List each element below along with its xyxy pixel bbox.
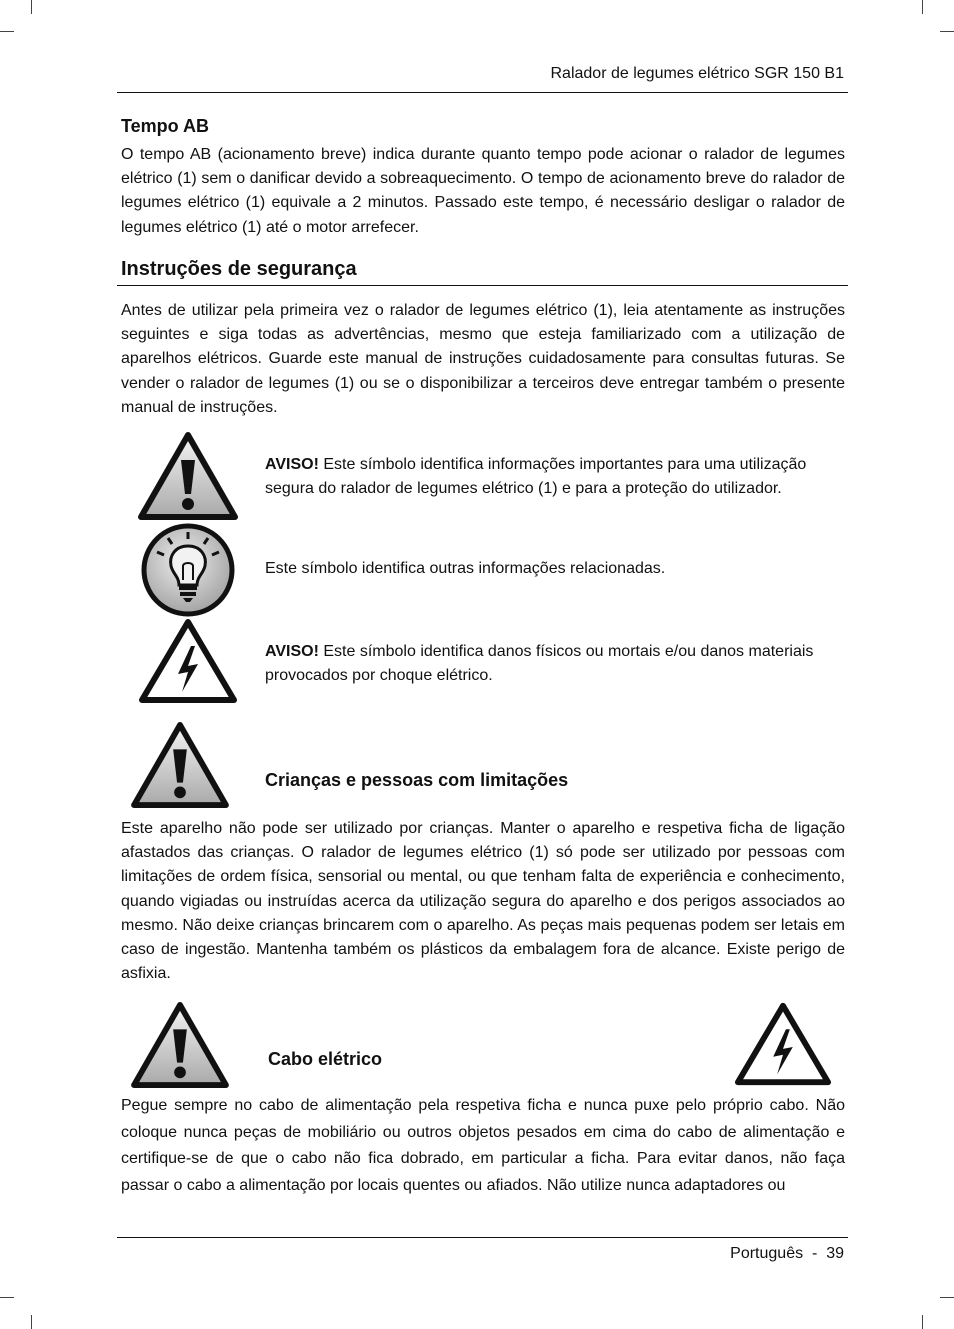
- warning-exclamation-icon: [131, 722, 229, 808]
- crop-mark: [0, 1297, 14, 1298]
- page-header-title: Ralador de legumes elétrico SGR 150 B1: [550, 65, 844, 82]
- safety-heading: Instruções de segurança: [121, 258, 357, 280]
- warning-exclamation-icon: [138, 432, 238, 520]
- warning-exclamation-icon: [131, 1002, 229, 1088]
- crop-mark: [31, 0, 32, 14]
- children-text: Este aparelho não pode ser utilizado por crianças. Manter o aparelho e respetiva ficha de ligação afastados das crianças. O ralador de legumes elétrico (1) só pode ser utilizado por pessoas com limitações de ordem física, sensorial ou mental, ou que tenham falta de experiência e conhecimento, quando vigiadas ou instruídas acerca da utilização segura do aparelho e dos perigos associados ao mesmo. Não deixe crianças brincarem com o aparelho. As peças mais pequenas podem ser letais em caso de ingestão. Mantenha também os plásticos da embalagem fora de alcance. Existe perigo de asfixia.: [121, 820, 845, 983]
- crop-mark: [31, 1315, 32, 1329]
- symbol-warning-text: Este símbolo identifica informações importantes para uma utilização segura do ralador de legumes elétrico (1) e para a proteção do utilizador.: [265, 456, 807, 497]
- children-heading: Crianças e pessoas com limitações: [265, 770, 569, 790]
- symbol-electric-label: AVISO!: [265, 643, 319, 660]
- symbol-warning-label: AVISO!: [265, 456, 319, 473]
- electric-shock-icon: [138, 618, 238, 704]
- footer-rule: [117, 1237, 848, 1238]
- crop-mark: [940, 31, 954, 32]
- symbol-warning-notice: [265, 453, 845, 501]
- crop-mark: [922, 0, 923, 14]
- symbol-info-notice: [265, 557, 845, 581]
- tempo-ab-heading: Tempo AB: [121, 116, 209, 136]
- electric-shock-icon: [734, 1001, 832, 1087]
- crop-mark: [940, 1297, 954, 1298]
- lightbulb-info-icon: [138, 522, 238, 618]
- safety-heading-rule: [117, 285, 848, 286]
- safety-intro-text: Antes de utilizar pela primeira vez o ralador de legumes elétrico (1), leia atentamente as instruções seguintes e siga todas as advertências, mesmo que esteja familiarizado com a utilização de aparelhos elétricos. Guarde este manual de instruções cuidadosamente para consultas futuras. Se vender o ralador de legumes (1) ou se o disponibilizar a terceiros deve entregar também o presente manual de instruções.: [121, 302, 845, 416]
- symbol-info-text: Este símbolo identifica outras informações relacionadas.: [265, 560, 666, 577]
- symbol-electric-text: Este símbolo identifica danos físicos ou mortais e/ou danos materiais provocados por choque elétrico.: [265, 643, 814, 684]
- page-footer: Português - 39: [730, 1245, 844, 1262]
- cable-heading: Cabo elétrico: [268, 1049, 383, 1069]
- crop-mark: [922, 1315, 923, 1329]
- cable-text: Pegue sempre no cabo de alimentação pela respetiva ficha e nunca puxe pelo próprio cabo. Não coloque nunca peças de mobiliário ou outros objetos pesados em cima do cabo de alimentação e certifique-se de que o cabo não fica dobrado, em particular a ficha. Para evitar danos, não faça passar o cabo a alimentação por locais quentes ou afiados. Não utilize nunca adaptadores ou: [121, 1097, 845, 1194]
- symbol-electric-notice: [265, 640, 845, 688]
- crop-mark: [0, 31, 14, 32]
- tempo-ab-text: O tempo AB (acionamento breve) indica durante quanto tempo pode acionar o ralador de legumes elétrico (1) sem o danificar devido a sobreaquecimento. O tempo de acionamento breve do ralador de legumes elétrico (1) equivale a 2 minutos. Passado este tempo, é necessário desligar o ralador de legumes elétrico (1) até o motor arrefecer.: [121, 146, 845, 236]
- header-rule: [117, 92, 848, 93]
